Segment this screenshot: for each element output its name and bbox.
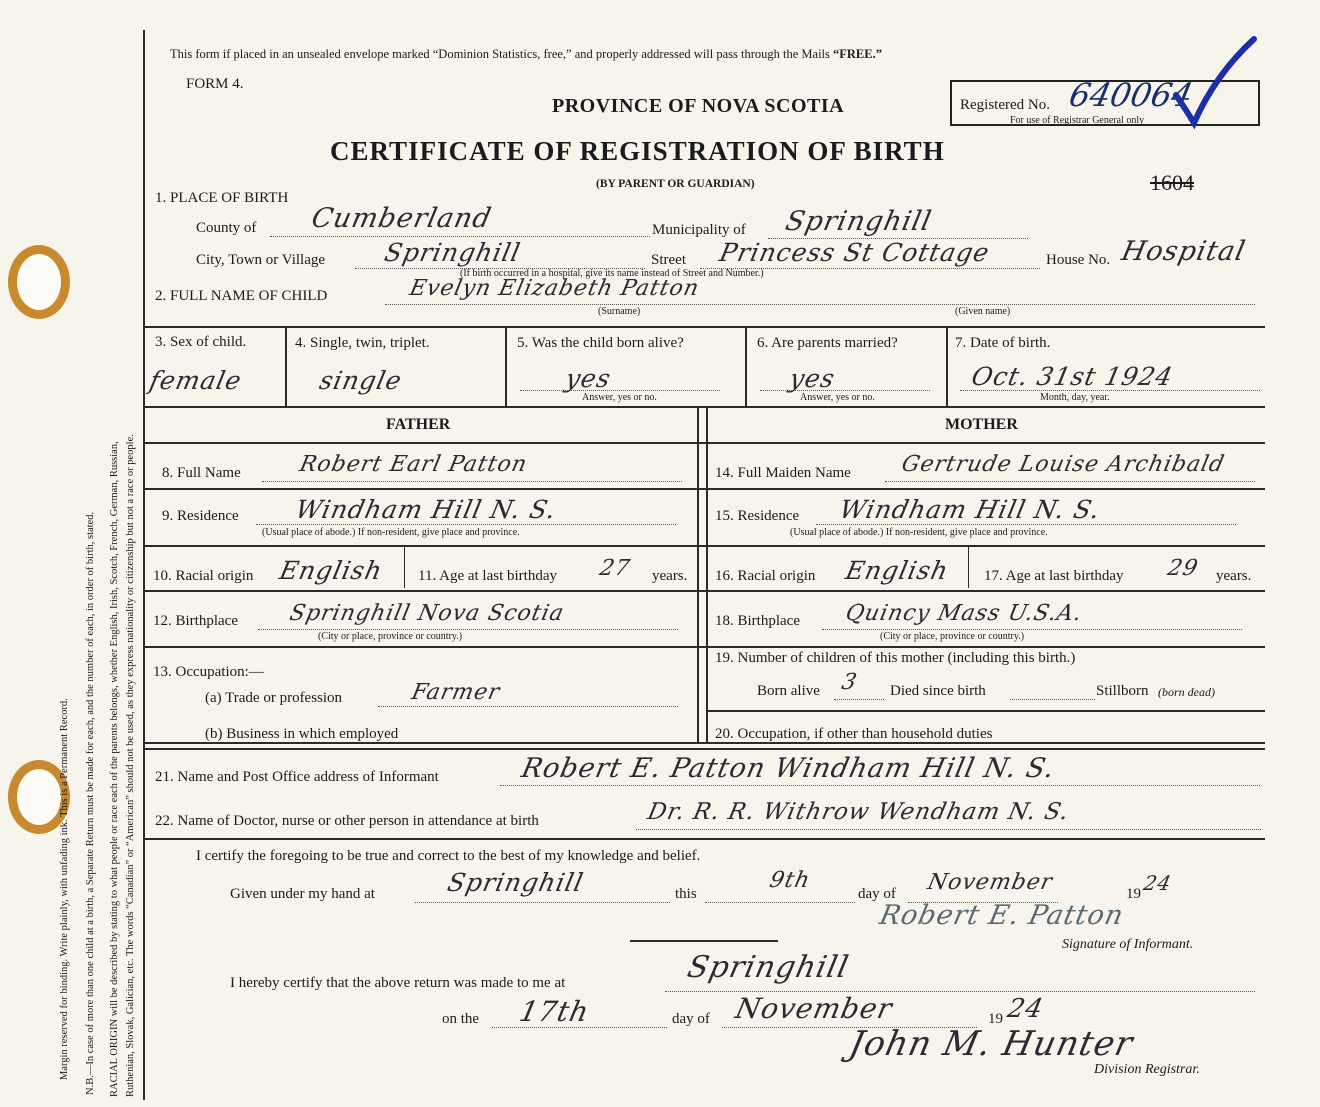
informant-label: 21. Name and Post Office address of Informant [155,769,439,785]
registrar-place-value: Springhill [684,950,853,985]
mother-birthplace-note: (City or place, province or country.) [880,631,1025,642]
mother-birthplace-label: 18. Birthplace [715,613,800,629]
father-birthplace-note: (City or place, province or country.) [318,631,463,642]
given-place-value: Springhill [444,868,587,897]
place-section-label: 1. PLACE OF BIRTH [155,190,289,206]
father-age-value: 27 [597,556,633,581]
born-dead-note: (born dead) [1158,685,1215,699]
given-month-value: November [925,870,1056,895]
father-birthplace-value: Springhill Nova Scotia [287,601,567,626]
children-count-label: 19. Number of children of this mother (including this birth.) [715,650,1076,666]
registrar-statement: I hereby certify that the above return was made to me at [230,975,566,991]
father-occupation-label: 13. Occupation:— [153,664,264,680]
street-value: Princess St Cottage [716,238,993,267]
province-title: PROVINCE OF NOVA SCOTIA [552,95,845,117]
registrar-signature: John M. Hunter [845,1024,1137,1064]
house-label: House No. [1046,252,1111,268]
sex-label: 3. Sex of child. [155,334,247,350]
margin-note-3: RACIAL ORIGIN will be described by stating to what people or race each of the parents belongs, whether English, Irish, Scotch, French, German, Russian, [109,441,120,1097]
mother-age-label: 17. Age at last birthday [984,568,1124,584]
born-alive-value: 3 [839,670,860,695]
hospital-note: (If birth occurred in a hospital, give its name instead of Street and Number.) [460,268,764,279]
given-year-value: 24 [1141,871,1175,895]
given-year-prefix: 19 [1126,886,1141,902]
father-birthplace-label: 12. Birthplace [153,613,238,629]
father-years: years. [652,568,688,584]
plurality-label: 4. Single, twin, triplet. [295,335,430,351]
registrar-day-value: 17th [516,995,593,1028]
county-label: County of [196,220,257,236]
given-name-note: (Given name) [955,306,1011,317]
binding-hole-top [8,245,70,319]
page-title: CERTIFICATE OF REGISTRATION OF BIRTH [330,136,945,166]
father-age-label: 11. Age at last birthday [418,568,557,584]
mother-heading: MOTHER [945,416,1018,433]
municipality-value: Springhill [782,206,935,237]
street-label: Street [651,252,686,268]
alive-value: yes [562,364,614,393]
informant-signature: Robert E. Patton [876,900,1127,931]
registered-number: 640064 [1065,76,1197,114]
mail-note: This form if placed in an unsealed envelope marked “Dominion Statistics, free,” and properly addressed will pass through the Mails “FREE.” [170,47,882,61]
informant-signature-label: Signature of Informant. [1062,937,1194,952]
city-label: City, Town or Village [196,252,326,268]
dob-label: 7. Date of birth. [955,335,1051,351]
father-racial-value: English [276,556,386,585]
mother-occupation-label: 20. Occupation, if other than household duties [715,726,993,742]
plurality-value: single [316,366,405,395]
this-label: this [675,886,697,902]
surname-note: (Surname) [598,306,641,317]
registrar-year-value: 24 [1004,994,1047,1024]
house-value: Hospital [1118,236,1249,267]
registrar-day-of-label: day of [672,1011,710,1027]
mother-name-value: Gertrude Louise Archibald [899,452,1228,477]
form-left-border [143,30,145,1100]
alive-answer-note: Answer, yes or no. [582,392,657,403]
mother-residence-label: 15. Residence [715,508,800,524]
mother-residence-note: (Usual place of abode.) If non-resident, give place and province. [790,527,1048,538]
municipality-label: Municipality of [652,222,746,238]
margin-note-2: N.B.—In case of more than one child at a birth, a Separate Return must be made for each, and the number of each, in order of birth, stated. [85,511,96,1095]
check-mark-icon [1170,35,1260,130]
died-label: Died since birth [890,683,986,699]
born-alive-label: Born alive [757,683,820,699]
dob-note: Month, day, year. [1040,392,1110,403]
alive-label: 5. Was the child born alive? [517,335,684,351]
registered-label: Registered No. [960,97,1050,113]
mother-racial-label: 16. Racial origin [715,568,816,584]
struck-number: 1604 [1150,170,1194,195]
mother-racial-value: English [842,556,952,585]
doctor-value: Dr. R. R. Withrow Wendham N. S. [645,799,1072,825]
father-heading: FATHER [386,416,451,433]
city-value: Springhill [381,238,524,267]
on-the-label: on the [442,1011,480,1027]
doctor-label: 22. Name of Doctor, nurse or other person in attendance at birth [155,813,539,829]
county-value: Cumberland [308,203,495,234]
trade-value: Farmer [409,680,503,705]
given-day-value: 9th [767,868,813,893]
stillborn-label: Stillborn [1096,683,1149,699]
father-name-value: Robert Earl Patton [297,452,530,477]
father-racial-label: 10. Racial origin [153,568,254,584]
margin-note-4: Ruthenian, Slovak, Galician, etc. The words “Canadian” or “American” should not be used, as they express nationality or citizenship but not a race or people. [125,434,136,1097]
father-residence-label: 9. Residence [162,508,239,524]
informant-value: Robert E. Patton Windham Hill N. S. [518,753,1058,784]
business-label: (b) Business in which employed [205,726,399,742]
registrar-use-note: For use of Registrar General only [1010,115,1145,126]
mother-residence-value: Windham Hill N. S. [836,495,1104,524]
mother-years: years. [1216,568,1252,584]
mother-age-value: 29 [1165,556,1201,581]
married-answer-note: Answer, yes or no. [800,392,875,403]
child-name-label: 2. FULL NAME OF CHILD [155,288,328,304]
given-under-label: Given under my hand at [230,886,375,902]
father-name-label: 8. Full Name [162,465,241,481]
registrar-month-value: November [732,992,896,1025]
father-residence-value: Windham Hill N. S. [292,495,560,524]
child-name-value: Evelyn Elizabeth Patton [407,276,702,301]
father-residence-note: (Usual place of abode.) If non-resident, give place and province. [262,527,520,538]
form-number: FORM 4. [186,76,244,92]
mother-name-label: 14. Full Maiden Name [715,465,851,481]
mother-birthplace-value: Quincy Mass U.S.A. [843,601,1085,626]
sex-value: female [146,366,245,395]
page-subtitle: (BY PARENT OR GUARDIAN) [596,178,755,190]
dob-value: Oct. 31st 1924 [968,362,1176,391]
trade-label: (a) Trade or profession [205,690,343,706]
married-label: 6. Are parents married? [757,335,898,351]
married-value: yes [786,364,838,393]
registrar-year-prefix: 19 [988,1011,1003,1027]
certify-statement: I certify the foregoing to be true and correct to the best of my knowledge and belief. [196,848,701,864]
day-of-label: day of [858,886,896,902]
margin-note-1: Margin reserved for binding. Write plainly, with unfading ink. This is a Permanent Record. [59,698,70,1080]
registrar-label: Division Registrar. [1094,1062,1200,1077]
